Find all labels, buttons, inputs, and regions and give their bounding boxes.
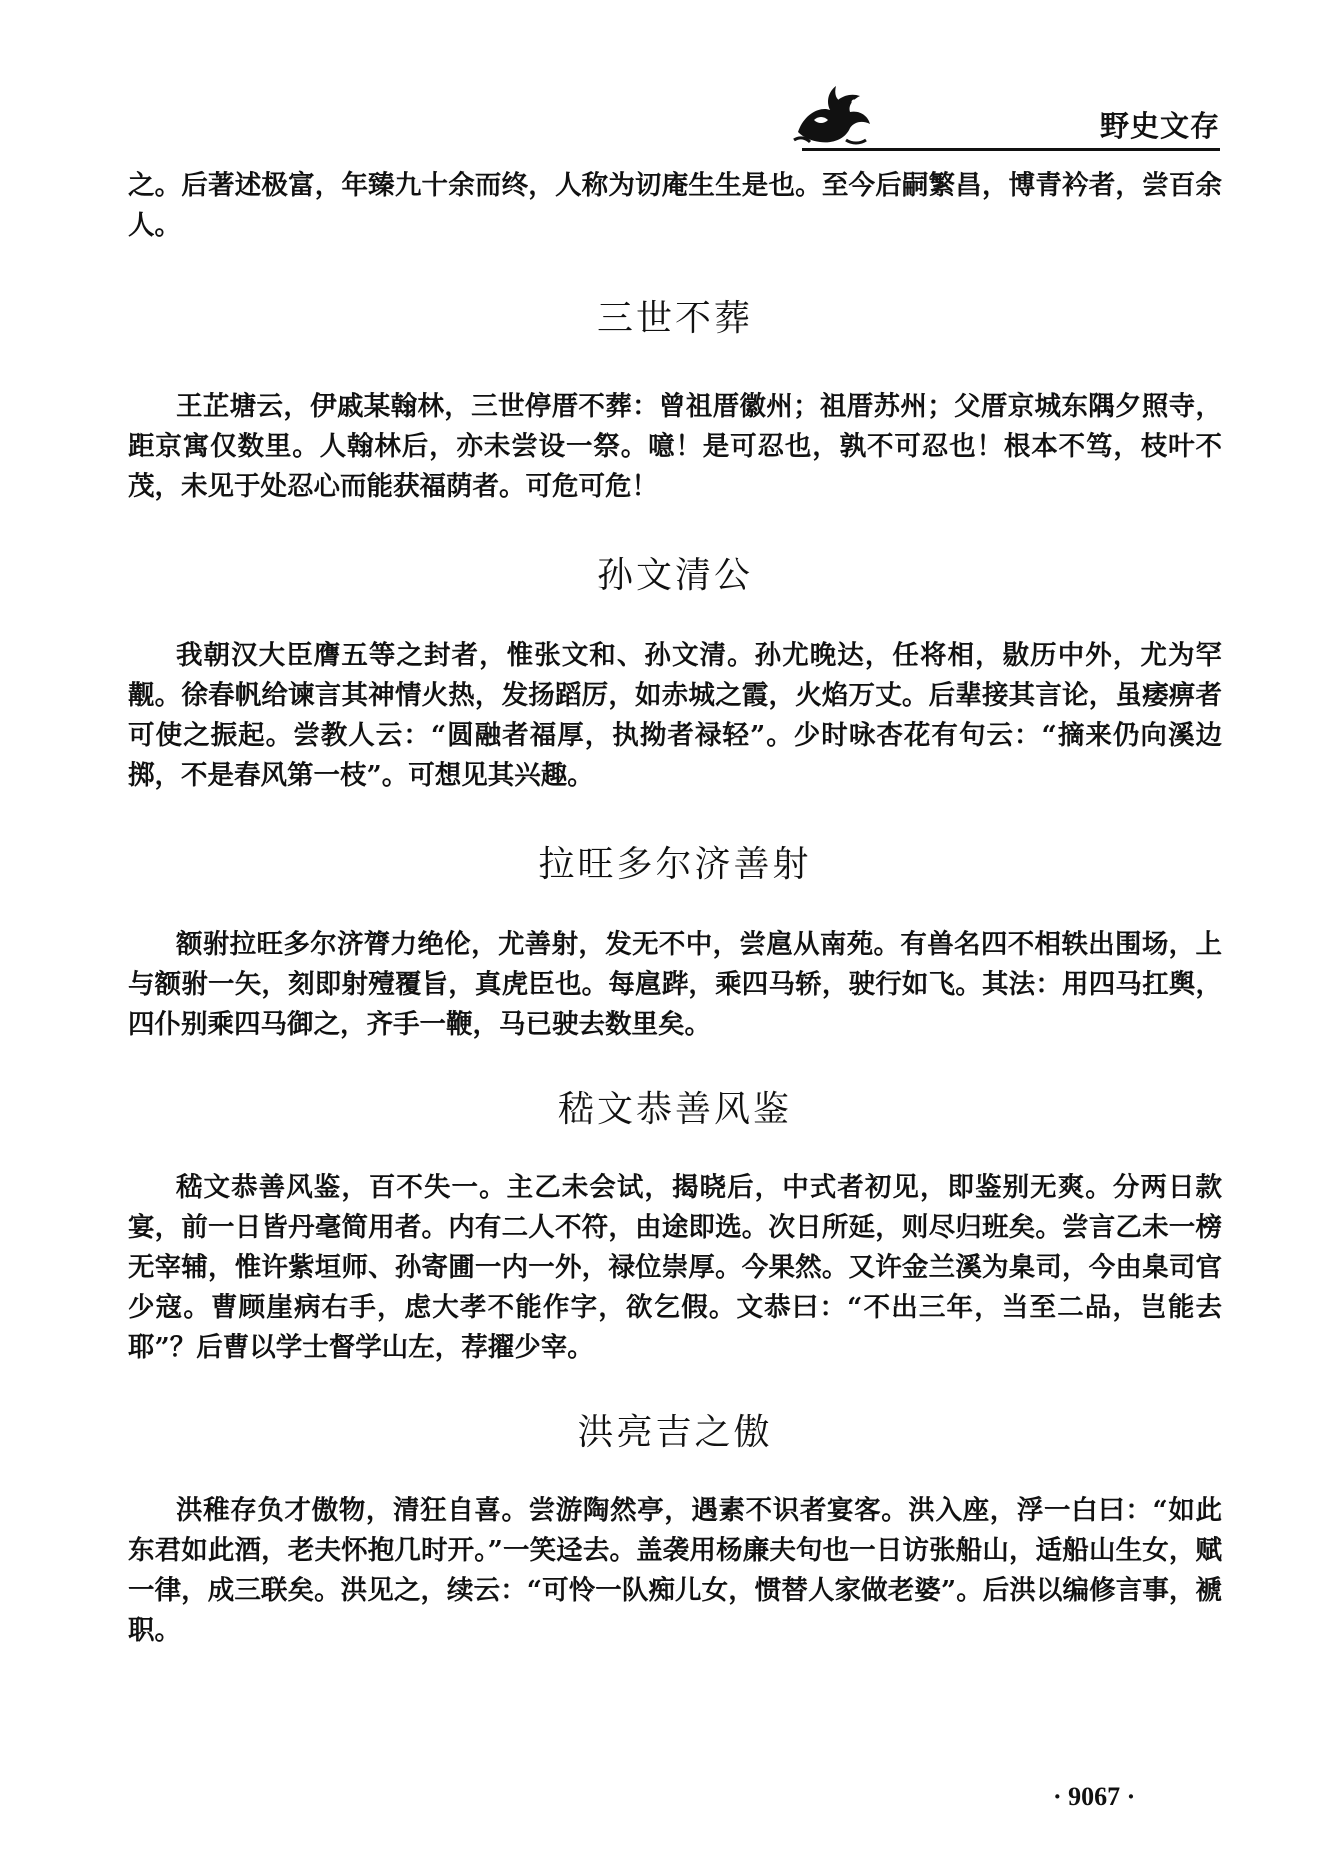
section-body-3: 额驸拉旺多尔济膂力绝伦，尤善射，发无不中，尝扈从南苑。有兽名四不相轶出围场，上与额驸一矢，刻即射殪覆旨，真虎臣也。每扈跸，乘四马轿，驶行如飞。其法：用四马扛舆，四仆别乘四马御之，齐手一鞭，马已驶去数里矣。: [128, 929, 1222, 1040]
section-body-5: 洪稚存负才傲物，清狂自喜。尝游陶然亭，遇素不识者宴客。洪入座，浮一白曰：“如此东君如此酒，老夫怀抱几时开。”一笑迳去。盖袭用杨廉夫句也一日访张船山，适船山生女，赋一律，成三联矣。洪见之，续云：“可怜一队痴儿女，惯替人家做老婆”。后洪以编修言事，褫职。: [128, 1495, 1222, 1646]
intro-paragraph: 之。后著述极富，年臻九十余而终，人称为讱庵生生是也。至今后嗣繁昌，博青衿者，尝百余人。: [128, 170, 1222, 241]
section-heading-5: 洪亮吉之傲: [577, 1412, 773, 1453]
section-heading-1: 三世不葬: [596, 298, 753, 339]
section-heading-2: 孙文清公: [596, 555, 753, 596]
section-body-4: 嵇文恭善风鉴，百不失一。主乙未会试，揭晓后，中式者初见，即鉴别无爽。分两日款宴，前一日皆丹毫简用者。内有二人不符，由途即选。次日所延，则尽归班矣。尝言乙未一榜无宰辅，惟许紫垣师、孙寄圃一内一外，禄位崇厚。今果然。又许金兰溪为臬司，今由臬司官少寇。曹顾崖病右手，虑大孝不能作字，欲乞假。文恭曰：“不出三年，当至二品，岂能去耶”？后曹以学士督学山左，荐擢少宰。: [128, 1172, 1222, 1363]
dragon-emblem-icon: [790, 80, 874, 150]
page-header: [790, 80, 1220, 158]
section-body-1: 王芷塘云，伊戚某翰林，三世停厝不葬：曾祖厝徽州；祖厝苏州；父厝京城东隅夕照寺，距京寓仅数里。人翰林后，亦未尝设一祭。噫！是可忍也，孰不可忍也！根本不笃，枝叶不茂，未见于处忍心而能获福荫者。可危可危！: [128, 391, 1222, 502]
section-heading-3: 拉旺多尔济善射: [538, 844, 812, 885]
section-heading-4: 嵇文恭善风鉴: [557, 1089, 792, 1130]
book-title: 野史文存: [1099, 109, 1220, 143]
header-rule: [802, 148, 1220, 151]
section-body-2: 我朝汉大臣膺五等之封者，惟张文和、孙文清。孙尤晚达，任将相，敭历中外，尤为罕觏。徐春帆给谏言其神情火热，发扬蹈厉，如赤城之霞，火焰万丈。后辈接其言论，虽痿痹者可使之振起。尝教人云：“圆融者福厚，执拗者禄轻”。少时咏杏花有句云：“摘来仍向溪边掷，不是春风第一枝”。可想见其兴趣。: [128, 640, 1222, 791]
page-content: [128, 166, 1222, 1651]
page-number: · 9067 ·: [1053, 1782, 1136, 1811]
